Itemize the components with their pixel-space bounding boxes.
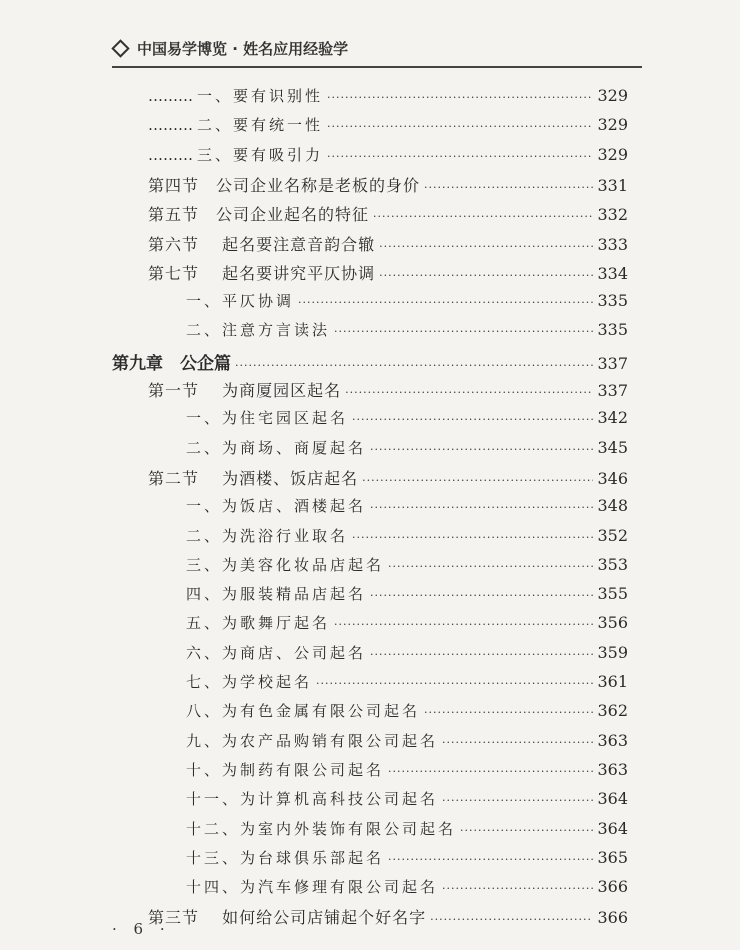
toc-entry [186, 671, 628, 697]
toc-entry-label: 第一节 为商厦园区起名 [148, 381, 342, 400]
dot-leader [388, 765, 593, 778]
toc-entry [186, 437, 628, 463]
toc-entry-label: 三、为美容化妆品店起名 [186, 556, 385, 574]
toc-entry-page: 366 [597, 877, 628, 896]
toc-entry-page: 353 [597, 555, 628, 574]
toc-entry-label: 六、为商店、公司起名 [186, 644, 367, 662]
toc-entry [186, 495, 628, 521]
toc-entry-page: 364 [597, 789, 628, 808]
toc-entry-label: 第四节 公司企业名称是老板的身价 [148, 176, 421, 195]
toc-entry [148, 144, 628, 170]
toc-entry-label: 十四、为汽车修理有限公司起名 [186, 878, 439, 896]
toc-entry-label: 五、为歌舞厅起名 [186, 614, 331, 632]
dot-leader [370, 501, 593, 514]
toc-entry-page: 363 [597, 731, 628, 750]
toc-entry-label: 三、要有吸引力 [197, 146, 324, 164]
dot-leader [362, 474, 593, 487]
toc-entry [148, 466, 628, 492]
dot-leader [370, 648, 593, 661]
toc-entry [186, 700, 628, 726]
toc-entry-label: 第二节 为酒楼、饭店起名 [148, 469, 359, 488]
toc-entry-label: 一、平仄协调 [186, 292, 295, 310]
dot-leader [345, 386, 593, 399]
toc-entry-page: 356 [597, 613, 628, 632]
dot-leader [316, 677, 593, 690]
dot-leader [379, 269, 593, 282]
toc-entry [148, 232, 628, 258]
toc-entry [186, 818, 628, 844]
dot-leader [388, 853, 593, 866]
toc-entry [112, 349, 628, 375]
diamond-icon [111, 39, 129, 57]
toc-entry-page: 342 [597, 408, 628, 427]
toc-entry-leader-prefix: ……… [148, 146, 193, 164]
toc-entry [186, 642, 628, 668]
toc-entry-page: 365 [597, 848, 628, 867]
dot-leader [373, 210, 593, 223]
toc-entry [148, 905, 628, 931]
dot-leader [442, 794, 593, 807]
dot-leader [334, 618, 593, 631]
dot-leader [388, 560, 593, 573]
toc-entry [186, 583, 628, 609]
dot-leader [370, 443, 593, 456]
header-title: 中国易学博览 · 姓名应用经验学 [137, 39, 349, 58]
page-number: · 6 · [112, 920, 171, 938]
toc-entry-page: 348 [597, 496, 628, 515]
toc-entry-label: 二、要有统一性 [197, 116, 324, 134]
toc-entry [148, 261, 628, 287]
toc-entry-label: 十、为制药有限公司起名 [186, 761, 385, 779]
toc-entry [148, 85, 628, 111]
toc-entry-page: 364 [597, 819, 628, 838]
toc-entry-leader-prefix: ……… [148, 87, 193, 105]
toc-entry-page: 346 [597, 469, 628, 488]
toc-entry-label: 第五节 公司企业起名的特征 [148, 205, 370, 224]
toc-entry-label: 第九章 公企篇 [112, 354, 231, 374]
toc-entry [186, 407, 628, 433]
toc-entry-label: 四、为服装精品店起名 [186, 585, 367, 603]
toc-entry [148, 202, 628, 228]
toc-entry-page: 337 [597, 381, 628, 400]
toc-entry-page: 366 [597, 908, 628, 927]
toc-entry-label: 二、为商场、商厦起名 [186, 439, 367, 457]
dot-leader [442, 736, 593, 749]
dot-leader [327, 120, 593, 133]
toc-entry [186, 525, 628, 551]
toc-entry [186, 759, 628, 785]
toc-entry-label: 九、为农产品购销有限公司起名 [186, 732, 439, 750]
toc-entry-label: 一、要有识别性 [197, 87, 324, 105]
toc-entry [186, 290, 628, 316]
toc-entry-label: 十三、为台球俱乐部起名 [186, 849, 385, 867]
dot-leader [327, 150, 593, 163]
toc-entry-page: 359 [597, 643, 628, 662]
toc-entry-page: 335 [597, 320, 628, 339]
running-header [112, 36, 642, 60]
dot-leader [298, 296, 593, 309]
toc-entry-label: 第三节 如何给公司店铺起个好名字 [148, 908, 427, 927]
toc-entry-label: 二、为洗浴行业取名 [186, 527, 349, 545]
toc-entry-label: 十二、为室内外装饰有限公司起名 [186, 820, 457, 838]
toc-entry [148, 114, 628, 140]
toc-entry-label: 二、注意方言读法 [186, 321, 331, 339]
toc-entry-page: 329 [597, 86, 628, 105]
dot-leader [327, 91, 593, 104]
toc-entry-page: 363 [597, 760, 628, 779]
toc-entry-page: 333 [597, 235, 628, 254]
toc-entry-page: 337 [597, 354, 628, 373]
toc-entry-label: 一、为饭店、酒楼起名 [186, 497, 367, 515]
header-rule [112, 66, 642, 68]
toc-entry [148, 378, 628, 404]
toc-entry [186, 730, 628, 756]
toc-entry [186, 847, 628, 873]
toc-entry-page: 329 [597, 115, 628, 134]
toc-entry-page: 345 [597, 438, 628, 457]
dot-leader [352, 413, 593, 426]
dot-leader [424, 181, 593, 194]
toc-entry [186, 788, 628, 814]
toc-entry [186, 876, 628, 902]
dot-leader [334, 325, 593, 338]
toc-entry-label: 第六节 起名要注意音韵合辙 [148, 235, 376, 254]
dot-leader [379, 240, 593, 253]
toc-entry-page: 332 [597, 205, 628, 224]
toc-entry-page: 352 [597, 526, 628, 545]
toc-entry-label: 十一、为计算机高科技公司起名 [186, 790, 439, 808]
toc-entry-page: 361 [597, 672, 628, 691]
dot-leader [352, 531, 593, 544]
dot-leader [430, 913, 593, 926]
toc-entry-page: 355 [597, 584, 628, 603]
toc-entry-page: 329 [597, 145, 628, 164]
dot-leader [424, 706, 593, 719]
toc-entry [186, 554, 628, 580]
dot-leader [235, 359, 593, 372]
toc-entry-page: 334 [597, 264, 628, 283]
dot-leader [370, 589, 593, 602]
toc-entry-label: 第七节 起名要讲究平仄协调 [148, 264, 376, 283]
toc-entry-page: 335 [597, 291, 628, 310]
toc-entry-label: 七、为学校起名 [186, 673, 313, 691]
toc-entry-label: 八、为有色金属有限公司起名 [186, 702, 421, 720]
toc-entry-page: 362 [597, 701, 628, 720]
toc-entry-page: 331 [597, 176, 628, 195]
toc-entry [186, 612, 628, 638]
dot-leader [442, 882, 593, 895]
toc-entry [186, 319, 628, 345]
toc-entry-leader-prefix: ……… [148, 116, 193, 134]
toc-entry [148, 173, 628, 199]
dot-leader [460, 824, 593, 837]
toc-entry-label: 一、为住宅园区起名 [186, 409, 349, 427]
